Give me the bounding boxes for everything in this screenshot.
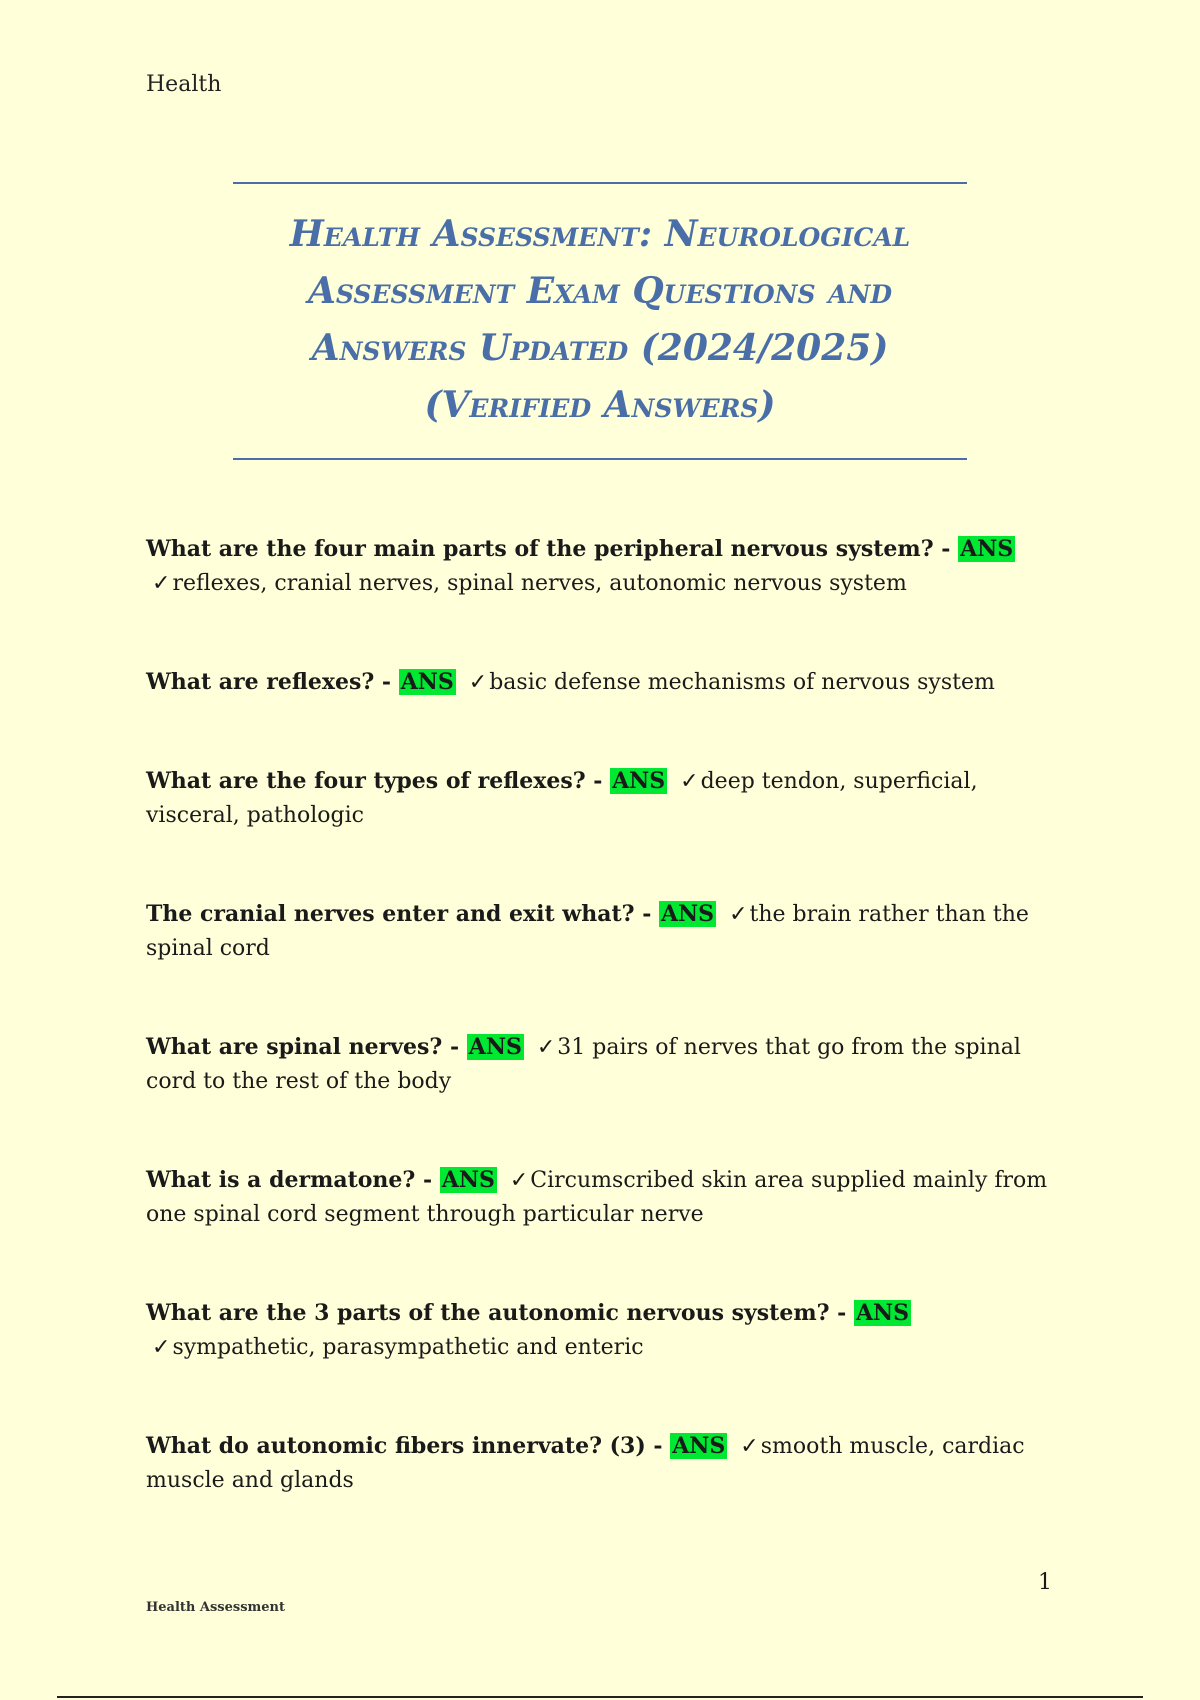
ans-highlight: ANS bbox=[855, 1300, 910, 1326]
answer-text: deep tendon, superficial, visceral, pathologic bbox=[146, 769, 978, 828]
answer-text: 31 pairs of nerves that go from the spinal cord to the rest of the body bbox=[146, 1035, 1021, 1094]
page-footer: Health Assessment bbox=[146, 1600, 286, 1615]
qa-item bbox=[146, 1296, 1066, 1365]
ans-highlight: ANS bbox=[672, 1433, 726, 1459]
separator: - bbox=[585, 768, 611, 794]
ans-highlight: ANS bbox=[468, 1034, 522, 1060]
answer-text: smooth muscle, cardiac muscle and glands bbox=[146, 1434, 1025, 1493]
question-text: What are the four types of reflexes? bbox=[146, 768, 586, 794]
qa-item bbox=[146, 1163, 1066, 1232]
title-block bbox=[233, 182, 967, 460]
check-icon: ✓ bbox=[152, 1335, 171, 1360]
answer-text: reflexes, cranial nerves, spinal nerves, autonomic nervous system bbox=[172, 571, 907, 596]
qa-item bbox=[146, 1030, 1066, 1099]
check-icon: ✓ bbox=[509, 1168, 529, 1193]
title-line: (Verified Answers) bbox=[424, 384, 776, 426]
question-text: What are spinal nerves? bbox=[146, 1034, 443, 1060]
qa-item bbox=[146, 532, 1066, 601]
ans-highlight: ANS bbox=[441, 1167, 495, 1193]
ans-highlight: ANS bbox=[660, 901, 715, 927]
qa-item bbox=[146, 897, 1066, 966]
qa-item bbox=[146, 764, 1066, 833]
qa-item bbox=[146, 665, 1066, 700]
check-icon: ✓ bbox=[152, 571, 171, 596]
check-icon: ✓ bbox=[468, 670, 488, 695]
qa-list bbox=[146, 532, 1066, 1498]
ans-highlight: ANS bbox=[400, 669, 454, 695]
separator: - bbox=[829, 1300, 854, 1326]
title-line: Assessment Exam Questions and bbox=[307, 270, 893, 312]
separator: - bbox=[374, 669, 399, 695]
page-number: 1 bbox=[1038, 1570, 1052, 1595]
question-text: The cranial nerves enter and exit what? bbox=[146, 901, 635, 927]
check-icon: ✓ bbox=[680, 769, 699, 794]
qa-item bbox=[146, 1429, 1066, 1498]
separator: - bbox=[634, 901, 659, 927]
separator: - bbox=[415, 1167, 440, 1193]
answer-text: Circumscribed skin area supplied mainly from one spinal cord segment through particular nerve bbox=[146, 1168, 1048, 1227]
footer-divider bbox=[57, 1696, 1143, 1698]
answer-text: basic defense mechanisms of nervous system bbox=[489, 670, 995, 695]
separator: - bbox=[645, 1433, 671, 1459]
separator: - bbox=[442, 1034, 467, 1060]
title-line: Answers Updated (2024/2025) bbox=[311, 327, 889, 369]
ans-highlight: ANS bbox=[960, 536, 1014, 562]
check-icon: ✓ bbox=[740, 1434, 759, 1459]
ans-highlight: ANS bbox=[612, 768, 666, 794]
page-header: Health bbox=[146, 72, 222, 97]
title-line: Health Assessment: Neurological bbox=[289, 213, 911, 255]
answer-text: the brain rather than the spinal cord bbox=[146, 902, 1029, 961]
question-text: What are reflexes? bbox=[146, 669, 375, 695]
check-icon: ✓ bbox=[729, 902, 748, 927]
question-text: What are the 3 parts of the autonomic nervous system? bbox=[146, 1300, 830, 1326]
question-text: What do autonomic fibers innervate? (3) bbox=[146, 1433, 646, 1459]
separator: - bbox=[933, 536, 959, 562]
check-icon: ✓ bbox=[536, 1035, 556, 1060]
question-text: What is a dermatone? bbox=[146, 1167, 416, 1193]
answer-text: sympathetic, parasympathetic and enteric bbox=[172, 1335, 644, 1360]
question-text: What are the four main parts of the peripheral nervous system? bbox=[146, 536, 934, 562]
